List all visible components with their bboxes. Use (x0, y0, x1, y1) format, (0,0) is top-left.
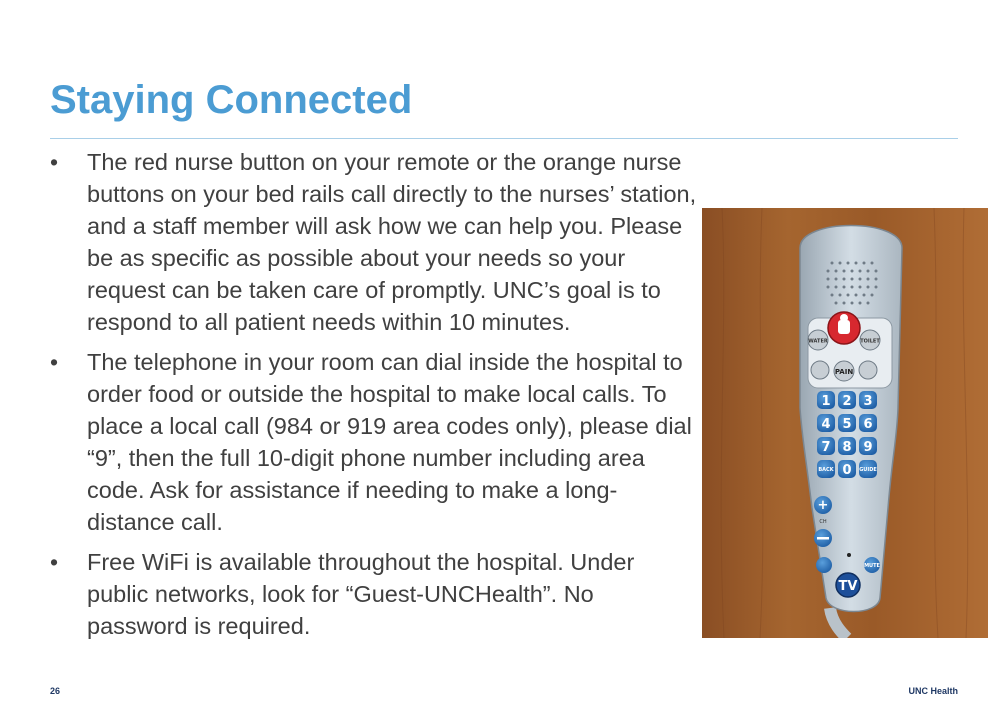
bullet-item (50, 346, 700, 538)
key-3: 3 (863, 394, 873, 409)
svg-text:+: + (817, 498, 829, 513)
key-2: 2 (842, 394, 852, 409)
key-4: 4 (821, 417, 831, 432)
key-8: 8 (842, 440, 852, 455)
bullet-text: The telephone in your room can dial inside the hospital to order food or outside the hospital to make local calls. To place a local call (984 or 919 area codes only), please dial “9”, then the full 10-digit phone number including area code. Ask for assistance if needing to make a long-distance call. (87, 349, 692, 535)
bullet-dot: • (50, 549, 59, 575)
key-1: 1 (821, 394, 831, 409)
bullet-text: Free WiFi is available throughout the hospital. Under public networks, look for “Guest-UNCHealth”. No password is required. (87, 549, 635, 639)
tv-label: TV (838, 579, 858, 594)
bullet-dot: • (50, 149, 59, 175)
page-number: 26 (50, 686, 61, 696)
bullet-item (50, 546, 700, 642)
key-0: 0 (842, 463, 852, 478)
ch-label: CH (819, 519, 827, 525)
bullet-text: The red nurse button on your remote or the orange nurse buttons on your bed rails call directly to the nurses’ station, and a staff member will ask how we can help you. Please be as specific as possible about your needs so your request can be taken care of promptly. UNC’s goal is to respond to all patient needs within 10 minutes. (87, 149, 697, 335)
bullet-list (50, 146, 700, 650)
bullet-dot: • (50, 349, 59, 375)
bullet-item (50, 146, 700, 338)
remote-control-photo (702, 208, 988, 638)
key-guide: GUIDE (859, 467, 877, 473)
slide-title: Staying Connected (50, 78, 413, 122)
key-9: 9 (863, 440, 873, 455)
water-label: WATER (808, 338, 828, 345)
key-back: BACK (818, 467, 834, 473)
key-5: 5 (842, 417, 852, 432)
footer-brand: UNC Health (908, 686, 958, 696)
pain-label: PAIN (834, 368, 854, 376)
mute-label: MUTE (864, 563, 880, 569)
key-7: 7 (821, 440, 831, 455)
title-divider (50, 138, 958, 139)
toilet-label: TOILET (860, 338, 880, 345)
key-6: 6 (863, 417, 873, 432)
